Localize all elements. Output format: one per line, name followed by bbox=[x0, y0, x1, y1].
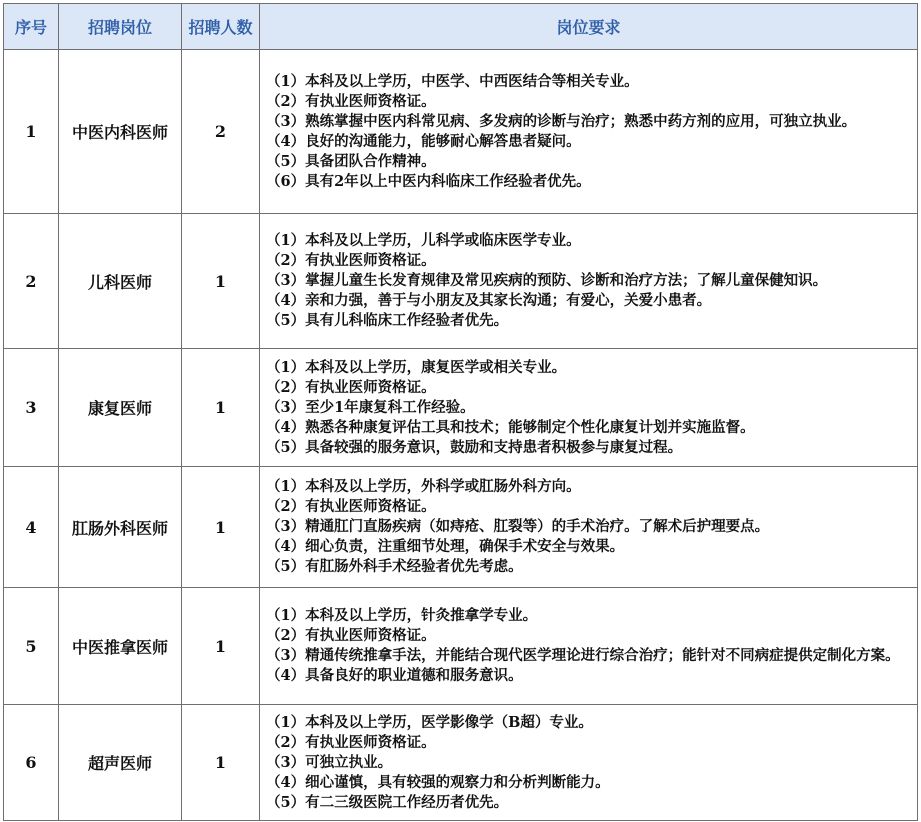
requirement-item: （4）亲和力强，善于与小朋友及其家长沟通；有爱心，关爱小患者。 bbox=[266, 292, 712, 309]
position-name: 中医推拿医师 bbox=[59, 588, 182, 705]
row-number: 4 bbox=[4, 467, 59, 588]
requirement-item: （1）本科及以上学历，康复医学或相关专业。 bbox=[266, 358, 567, 376]
hire-count: 2 bbox=[182, 50, 260, 214]
table-row bbox=[4, 588, 918, 705]
position-name: 肛肠外科医师 bbox=[59, 467, 182, 588]
requirement-item: （5）具备团队合作精神。 bbox=[266, 152, 436, 170]
requirement-item: （4）细心负责，注重细节处理，确保手术安全与效果。 bbox=[266, 538, 625, 555]
requirement-item: （1）本科及以上学历，儿科学或临床医学专业。 bbox=[266, 232, 581, 249]
requirement-item: （2）有执业医师资格证。 bbox=[266, 378, 436, 396]
requirements-cell bbox=[260, 588, 918, 705]
row-number: 1 bbox=[4, 50, 59, 214]
table-row bbox=[4, 50, 918, 214]
header-position: 招聘岗位 bbox=[59, 4, 182, 50]
hire-count: 1 bbox=[182, 705, 260, 821]
row-number: 2 bbox=[4, 214, 59, 349]
requirements-cell bbox=[260, 50, 918, 214]
table-row bbox=[4, 349, 918, 467]
table-row bbox=[4, 705, 918, 821]
position-name: 中医内科医师 bbox=[59, 50, 182, 214]
hire-count: 1 bbox=[182, 467, 260, 588]
position-name: 康复医师 bbox=[59, 349, 182, 467]
header-row bbox=[4, 4, 918, 50]
requirement-item: （3）可独立执业。 bbox=[266, 753, 393, 771]
header-requirements: 岗位要求 bbox=[260, 4, 918, 50]
requirement-item: （4）具备良好的职业道德和服务意识。 bbox=[266, 667, 523, 684]
requirements-cell bbox=[260, 214, 918, 349]
table-row bbox=[4, 214, 918, 349]
requirements-cell bbox=[260, 705, 918, 821]
position-name: 儿科医师 bbox=[59, 214, 182, 349]
requirement-item: （2）有执业医师资格证。 bbox=[266, 627, 436, 644]
requirement-item: （3）至少1年康复科工作经验。 bbox=[266, 398, 475, 416]
requirements-cell bbox=[260, 349, 918, 467]
requirement-item: （5）具备较强的服务意识，鼓励和支持患者积极参与康复过程。 bbox=[266, 438, 683, 456]
row-number: 5 bbox=[4, 588, 59, 705]
table-row bbox=[4, 467, 918, 588]
requirement-item: （2）有执业医师资格证。 bbox=[266, 92, 436, 110]
requirement-item: （1）本科及以上学历，针灸推拿学专业。 bbox=[266, 607, 538, 624]
requirement-item: （5）具有儿科临床工作经验者优先。 bbox=[266, 312, 509, 329]
hire-count: 1 bbox=[182, 588, 260, 705]
requirement-item: （5）有二三级医院工作经历者优先。 bbox=[266, 793, 509, 811]
requirement-item: （3）精通传统推拿手法，并能结合现代医学理论进行综合治疗；能针对不同病症提供定制化方案。 bbox=[266, 647, 900, 664]
recruitment-table bbox=[3, 3, 918, 821]
requirement-item: （4）细心谨慎，具有较强的观察力和分析判断能力。 bbox=[266, 773, 610, 791]
requirement-item: （3）熟练掌握中医内科常见病、多发病的诊断与治疗；熟悉中药方剂的应用，可独立执业。 bbox=[266, 112, 857, 130]
requirement-item: （1）本科及以上学历，外科学或肛肠外科方向。 bbox=[266, 478, 581, 495]
requirement-item: （2）有执业医师资格证。 bbox=[266, 252, 436, 269]
header-no: 序号 bbox=[4, 4, 59, 50]
requirement-item: （1）本科及以上学历，医学影像学（B超）专业。 bbox=[266, 713, 593, 731]
requirement-item: （3）掌握儿童生长发育规律及常见疾病的预防、诊断和治疗方法；了解儿童保健知识。 bbox=[266, 272, 828, 289]
requirement-item: （3）精通肛门直肠疾病（如痔疮、肛裂等）的手术治疗。了解术后护理要点。 bbox=[266, 518, 770, 535]
requirement-item: （1）本科及以上学历，中医学、中西医结合等相关专业。 bbox=[266, 72, 639, 90]
requirement-item: （2）有执业医师资格证。 bbox=[266, 498, 436, 515]
position-name: 超声医师 bbox=[59, 705, 182, 821]
requirement-item: （4）良好的沟通能力，能够耐心解答患者疑问。 bbox=[266, 132, 581, 150]
hire-count: 1 bbox=[182, 349, 260, 467]
requirement-item: （2）有执业医师资格证。 bbox=[266, 733, 436, 751]
requirement-item: （6）具有2年以上中医内科临床工作经验者优先。 bbox=[266, 172, 591, 190]
header-count: 招聘人数 bbox=[182, 4, 260, 50]
requirement-item: （5）有肛肠外科手术经验者优先考虑。 bbox=[266, 558, 523, 575]
row-number: 6 bbox=[4, 705, 59, 821]
row-number: 3 bbox=[4, 349, 59, 467]
requirements-cell bbox=[260, 467, 918, 588]
hire-count: 1 bbox=[182, 214, 260, 349]
requirement-item: （4）熟悉各种康复评估工具和技术；能够制定个性化康复计划并实施监督。 bbox=[266, 418, 755, 436]
